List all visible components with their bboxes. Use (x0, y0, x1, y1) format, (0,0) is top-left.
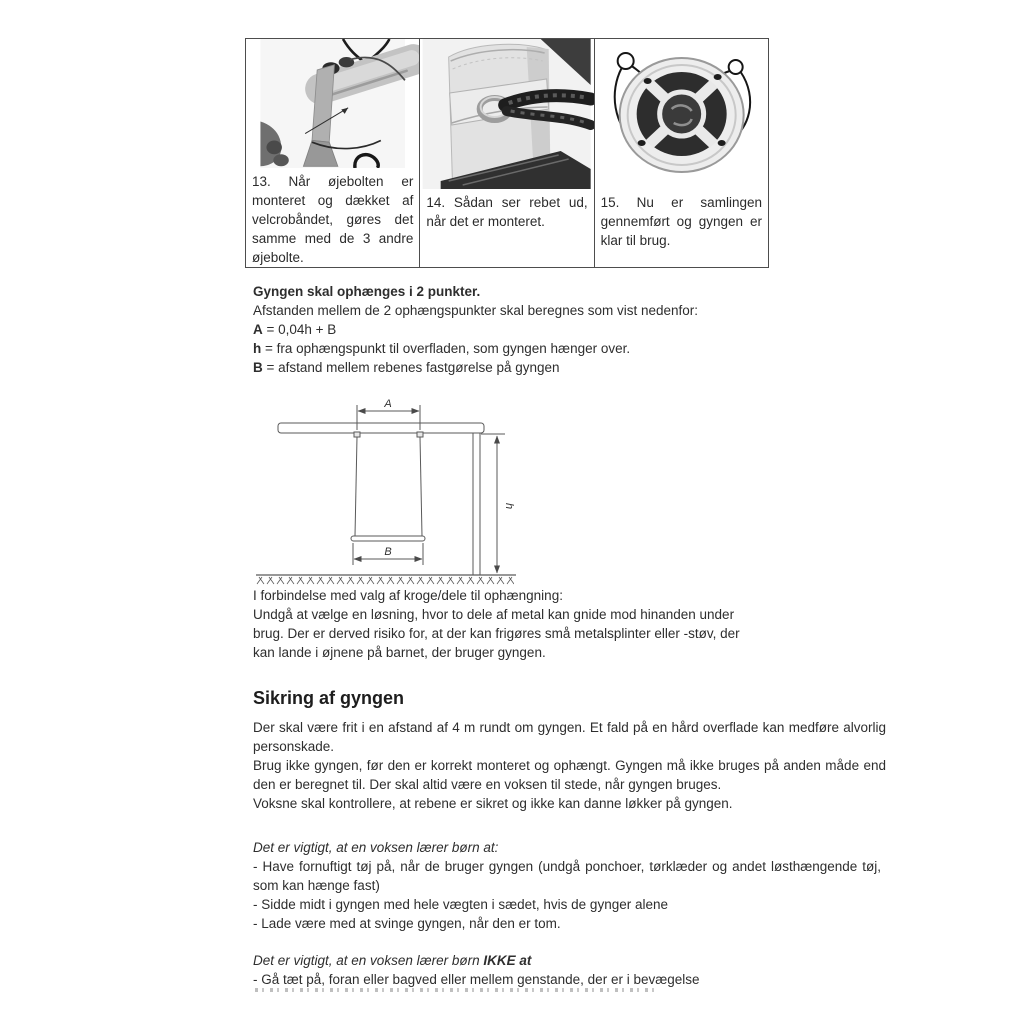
hanging-instructions (253, 282, 783, 377)
assembly-steps-table (245, 38, 769, 268)
safety-paragraph: Der skal være frit i en afstand af 4 m rundt om gyngen. Et fald på en hård overflade kan medføre alvorlig personskade. (253, 720, 886, 754)
teach-do-heading: Det er vigtigt, at en voksen lærer børn at: (253, 840, 499, 855)
safety-section-title: Sikring af gyngen (253, 688, 405, 708)
hooks-body: Undgå at vælge en løsning, hvor to dele af metal kan gnide mod hinanden under brug. Der er derved risiko for, at der kan frigøres små metalsplinter eller -støv, der kan lande i øjnene på barnet, der bruger gyngen. (253, 607, 740, 660)
eyebolt-velcro-photo-image (246, 39, 419, 168)
step-14-cell (420, 39, 594, 267)
step-13-caption: 13. Når øjebolten er monteret og dækket af velcrobåndet, gøres det samme med de 3 andre øjebolte. (252, 174, 414, 265)
definition-h-rest: = fra ophængspunkt til overfladen, som gyngen hænger over. (261, 341, 631, 356)
teach-dont-heading (253, 951, 886, 970)
finished-swing-photo-image (595, 39, 768, 189)
rope-right (420, 437, 422, 536)
teach-do-item: - Sidde midt i gyngen med hele vægten i sædet, hvis de gynger alene (253, 897, 668, 912)
dimension-label-b: B (384, 546, 392, 558)
seat (351, 536, 425, 541)
mounted-rope-photo-image (420, 39, 593, 189)
formula-line (253, 320, 783, 339)
clipped-text-line (255, 988, 659, 992)
step-13-cell (246, 39, 420, 267)
definition-b (253, 358, 783, 377)
swing-dimension-diagram (254, 396, 522, 586)
teach-dont-heading-emphasis: IKKE at (483, 953, 532, 968)
hanging-heading: Gyngen skal ophænges i 2 punkter. (253, 284, 481, 299)
attachment-left (354, 432, 360, 437)
beam (278, 423, 484, 433)
rope-left (355, 437, 357, 536)
dimension-label-h: h (503, 502, 515, 510)
teach-dont-item: - Gå tæt på, foran eller bagved eller mellem genstande, der er i bevægelse (253, 972, 700, 987)
safety-paragraph: Voksne skal kontrollere, at rebene er sikret og ikke kan danne løkker på gyngen. (253, 796, 733, 811)
formula-rest: = 0,04h + B (262, 322, 337, 337)
step-15-caption: 15. Nu er samlingen gennemført og gyngen er klar til brug. (600, 195, 762, 248)
safety-paragraphs (253, 718, 886, 813)
teach-dont-heading-prefix: Det er vigtigt, at en voksen lærer børn (253, 953, 484, 968)
formula-term: A (253, 322, 263, 337)
post (473, 433, 480, 575)
teach-do-item: - Lade være med at svinge gyngen, når den er tom. (253, 916, 561, 931)
definition-b-term: B (253, 360, 263, 375)
teach-do-item: - Have fornuftigt tøj på, når de bruger gyngen (undgå ponchoer, tørklæder og andet løsthængende tøj, som kan hænge fast) (253, 859, 881, 893)
safety-paragraph: Brug ikke gyngen, før den er korrekt monteret og ophængt. Gyngen må ikke bruges på anden måde end den er beregnet til. Der skal altid være en voksen til stede, når gyngen bruges. (253, 758, 886, 792)
attachment-right (417, 432, 423, 437)
dimension-label-a: A (384, 398, 392, 410)
definition-b-rest: = afstand mellem rebenes fastgørelse på gyngen (262, 360, 560, 375)
step-15-cell (595, 39, 768, 267)
teach-children-dont (253, 951, 886, 989)
step-14-caption: 14. Sådan ser rebet ud, når det er monteret. (426, 195, 588, 229)
hanging-intro: Afstanden mellem de 2 ophængspunkter skal beregnes som vist nedenfor: (253, 303, 699, 318)
definition-h-term: h (253, 341, 262, 356)
teach-children-do (253, 838, 881, 933)
hooks-note (253, 586, 760, 662)
ground-hatching (256, 576, 514, 585)
hooks-heading: I forbindelse med valg af kroge/dele til ophængning: (253, 588, 563, 603)
definition-h (253, 339, 783, 358)
